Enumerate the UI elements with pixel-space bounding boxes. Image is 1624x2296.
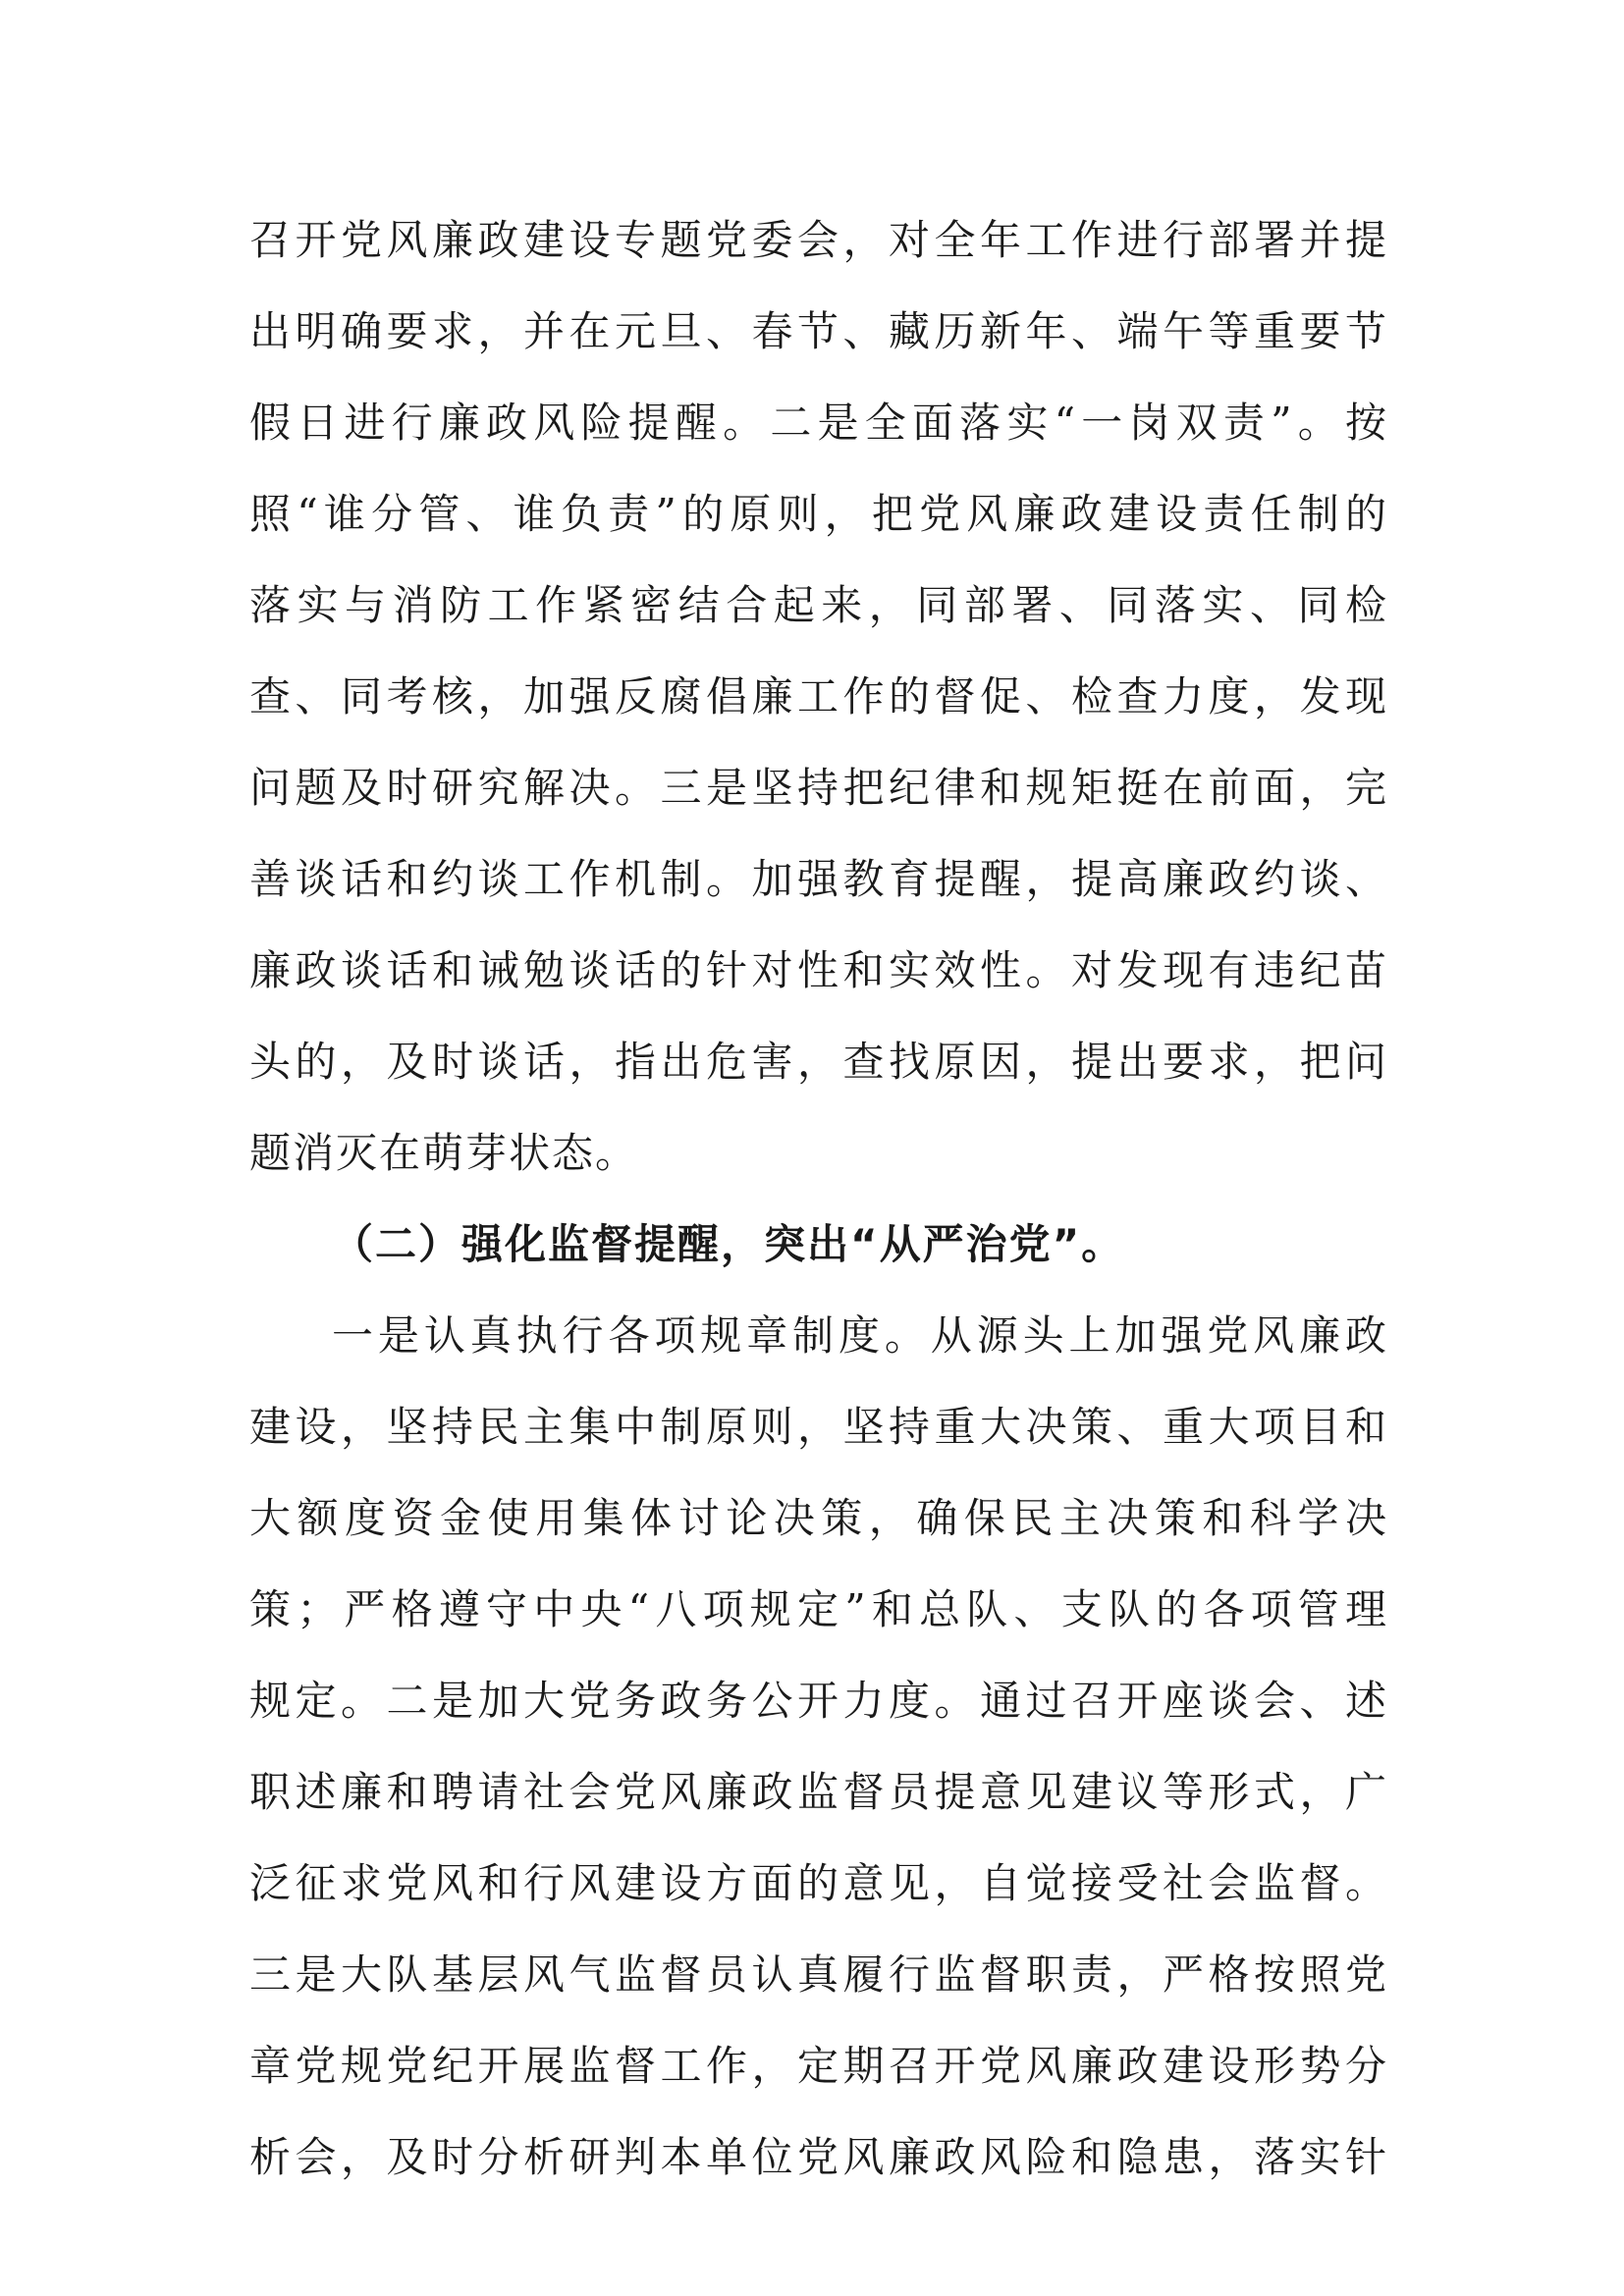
paragraph-line: 大额度资金使用集体讨论决策，确保民主决策和科学决	[249, 1494, 1388, 1542]
paragraph-line: 假日进行廉政风险提醒。二是全面落实“一岗双责”。按	[249, 399, 1388, 447]
document-body	[249, 194, 1388, 2203]
paragraph-line: 策；严格遵守中央“八项规定”和总队、支队的各项管理	[249, 1585, 1388, 1633]
paragraph-line: 职述廉和聘请社会党风廉政监督员提意见建议等形式，广	[249, 1768, 1388, 1816]
paragraph-line: 召开党风廉政建设专题党委会，对全年工作进行部署并提	[249, 216, 1388, 264]
paragraph-line: 善谈话和约谈工作机制。加强教育提醒，提高廉政约谈、	[249, 855, 1388, 903]
paragraph-line: 照“谁分管、谁负责”的原则，把党风廉政建设责任制的	[249, 490, 1388, 538]
section-heading: （二）强化监督提醒，突出“从严治党”。	[332, 1220, 1125, 1268]
paragraph-line: 落实与消防工作紧密结合起来，同部署、同落实、同检	[249, 581, 1388, 629]
paragraph-line: 章党规党纪开展监督工作，定期召开党风廉政建设形势分	[249, 2042, 1388, 2090]
paragraph-line: 析会，及时分析研判本单位党风廉政风险和隐患，落实针	[249, 2133, 1388, 2181]
paragraph-line: 出明确要求，并在元旦、春节、藏历新年、端午等重要节	[249, 307, 1388, 355]
paragraph-line: 头的，及时谈话，指出危害，查找原因，提出要求，把问	[249, 1038, 1388, 1086]
paragraph-line: 规定。二是加大党务政务公开力度。通过召开座谈会、述	[249, 1677, 1388, 1725]
paragraph-line: 廉政谈话和诫勉谈话的针对性和实效性。对发现有违纪苗	[249, 946, 1388, 994]
paragraph-line: 一是认真执行各项规章制度。从源头上加强党风廉政	[332, 1311, 1388, 1360]
paragraph-line: 泛征求党风和行风建设方面的意见，自觉接受社会监督。	[249, 1859, 1388, 1907]
paragraph-line: 查、同考核，加强反腐倡廉工作的督促、检查力度，发现	[249, 672, 1388, 721]
paragraph-line: 题消灭在萌芽状态。	[249, 1129, 639, 1177]
paragraph-line: 三是大队基层风气监督员认真履行监督职责，严格按照党	[249, 1950, 1388, 1999]
paragraph-line: 建设，坚持民主集中制原则，坚持重大决策、重大项目和	[249, 1403, 1388, 1451]
paragraph-line: 问题及时研究解决。三是坚持把纪律和规矩挺在前面，完	[249, 764, 1388, 812]
